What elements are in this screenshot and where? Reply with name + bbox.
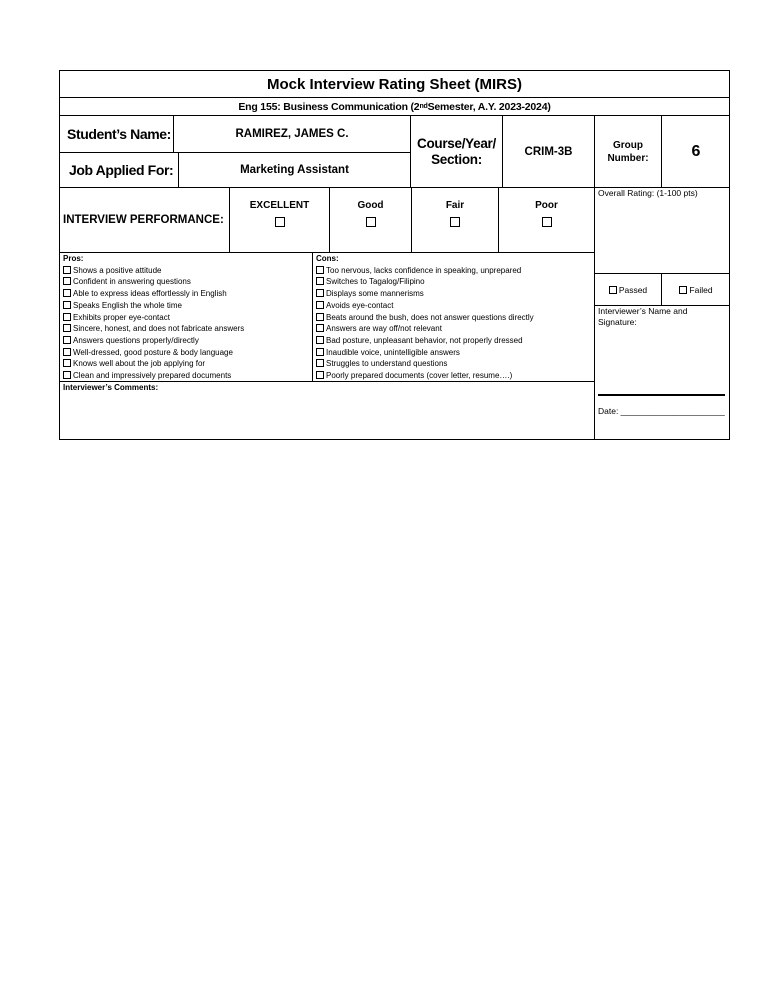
pros-item-label: Shows a positive attitude (73, 265, 162, 275)
cons-item[interactable] (316, 347, 593, 359)
checkbox[interactable] (63, 371, 71, 379)
checkbox[interactable] (316, 359, 324, 367)
cons-item-label: Beats around the bush, does not answer questions directly (326, 312, 534, 322)
date-field[interactable]: Date: ______________________ (598, 406, 725, 416)
pros-item[interactable] (63, 323, 311, 335)
checkbox[interactable] (316, 324, 324, 332)
pros-item[interactable] (63, 265, 311, 277)
checkbox[interactable] (63, 289, 71, 297)
cons-item[interactable] (316, 335, 593, 347)
pros-item[interactable] (63, 276, 311, 288)
failed-option[interactable] (662, 274, 730, 305)
cons-item[interactable] (316, 323, 593, 335)
checkbox[interactable] (63, 359, 71, 367)
pros-item[interactable] (63, 370, 311, 382)
interview-performance-label: INTERVIEW PERFORMANCE: (63, 214, 224, 226)
course-subtitle (59, 98, 730, 115)
checkbox[interactable] (316, 277, 324, 285)
pros-item[interactable] (63, 288, 311, 300)
cons-item[interactable] (316, 358, 593, 370)
checkbox[interactable] (63, 266, 71, 274)
checkbox[interactable] (316, 301, 324, 309)
cons-item[interactable] (316, 265, 593, 277)
pros-item-label: Knows well about the job applying for (73, 359, 206, 369)
rating-option-label: Poor (535, 200, 558, 211)
cons-item[interactable] (316, 288, 593, 300)
rating-option-label: Fair (445, 200, 465, 211)
cons-item-label: Too nervous, lacks confidence in speaking, unprepared (326, 265, 522, 275)
cons-item[interactable] (316, 370, 593, 382)
rating-option-poor[interactable] (499, 200, 594, 232)
course-label-line1: Course/Year/ (417, 135, 496, 151)
checkbox-excellent[interactable] (275, 217, 285, 227)
pros-item[interactable] (63, 312, 311, 324)
cons-item-label: Bad posture, unpleasant behavior, not properly dressed (326, 335, 523, 345)
pros-section (63, 253, 311, 382)
cons-item-label: Struggles to understand questions (326, 359, 448, 369)
rating-option-good[interactable] (330, 200, 411, 232)
pros-item[interactable] (63, 358, 311, 370)
pros-item-label: Clean and impressively prepared documents (73, 371, 232, 381)
checkbox[interactable] (316, 336, 324, 344)
checkbox[interactable] (316, 371, 324, 379)
job-applied-value: Marketing Assistant (240, 164, 349, 176)
rating-option-fair[interactable] (412, 200, 498, 232)
group-number-value: 6 (691, 142, 701, 160)
pros-item-label: Able to express ideas effortlessly in English (73, 289, 227, 299)
signature-line[interactable] (598, 394, 725, 396)
pros-item-label: Confident in answering questions (73, 277, 191, 287)
interviewer-comments-label: Interviewer’s Comments: (63, 383, 159, 392)
pros-item[interactable] (63, 300, 311, 312)
checkbox[interactable] (316, 313, 324, 321)
rating-option-excellent[interactable] (230, 200, 329, 232)
pros-item-label: Well-dressed, good posture & body language (73, 347, 233, 357)
course-label-line2: Section: (431, 151, 482, 167)
checkbox[interactable] (316, 348, 324, 356)
cons-section (316, 253, 593, 382)
comments-area[interactable] (60, 394, 594, 439)
checkbox-failed[interactable] (679, 286, 687, 294)
cons-item-label: Displays some mannerisms (326, 289, 424, 299)
passed-option[interactable] (595, 274, 661, 305)
cons-item-label: Avoids eye-contact (326, 300, 394, 310)
cons-heading: Cons: (316, 254, 339, 263)
job-applied-label: Job Applied For: (69, 162, 174, 178)
passed-label: Passed (618, 284, 648, 295)
cons-item[interactable] (316, 312, 593, 324)
cons-item-label: Poorly prepared documents (cover letter, resume….) (326, 371, 513, 381)
course-value: CRIM-3B (524, 145, 573, 158)
page-title: Mock Interview Rating Sheet (MIRS) (266, 75, 523, 93)
checkbox-passed[interactable] (609, 286, 617, 294)
signature-label-line1: Interviewer’s Name and (598, 306, 688, 316)
checkbox-poor[interactable] (542, 217, 552, 227)
group-label-line2: Number: (607, 152, 649, 164)
cons-item[interactable] (316, 300, 593, 312)
rating-option-label: Good (357, 200, 384, 211)
pros-item-label: Exhibits proper eye-contact (73, 312, 170, 322)
overall-rating-label: Overall Rating: (1-100 pts) (598, 188, 698, 198)
failed-label: Failed (689, 284, 713, 295)
interviewer-signature-label (598, 306, 728, 328)
cons-item-label: Switches to Tagalog/Filipino (326, 277, 425, 287)
pros-item[interactable] (63, 347, 311, 359)
pros-heading: Pros: (63, 254, 84, 263)
student-name-value: RAMIREZ, JAMES C. (235, 128, 349, 140)
cons-item[interactable] (316, 276, 593, 288)
cons-item-label: Answers are way off/not relevant (326, 324, 442, 334)
rating-option-label: EXCELLENT (249, 200, 310, 211)
checkbox[interactable] (63, 277, 71, 285)
checkbox[interactable] (63, 313, 71, 321)
group-label (595, 116, 661, 187)
checkbox[interactable] (63, 301, 71, 309)
checkbox[interactable] (316, 266, 324, 274)
course-label (411, 116, 502, 187)
checkbox[interactable] (63, 348, 71, 356)
pros-item-label: Speaks English the whole time (73, 300, 182, 310)
checkbox[interactable] (63, 336, 71, 344)
signature-label-line2: Signature: (598, 317, 637, 327)
pros-item[interactable] (63, 335, 311, 347)
divider (312, 252, 313, 381)
checkbox[interactable] (63, 324, 71, 332)
pros-item-label: Answers questions properly/directly (73, 335, 199, 345)
subtitle-post: Semester, A.Y. 2023-2024) (427, 100, 551, 113)
group-label-line1: Group (613, 139, 643, 151)
pros-item-label: Sincere, honest, and does not fabricate answers (73, 324, 245, 334)
subtitle-pre: Eng 155: Business Communication (2 (238, 100, 420, 113)
subtitle-sup: nd (419, 103, 428, 110)
student-name-label: Student’s Name: (67, 126, 171, 142)
checkbox-good[interactable] (366, 217, 376, 227)
cons-item-label: Inaudible voice, unintelligible answers (326, 347, 460, 357)
checkbox[interactable] (316, 289, 324, 297)
checkbox-fair[interactable] (450, 217, 460, 227)
